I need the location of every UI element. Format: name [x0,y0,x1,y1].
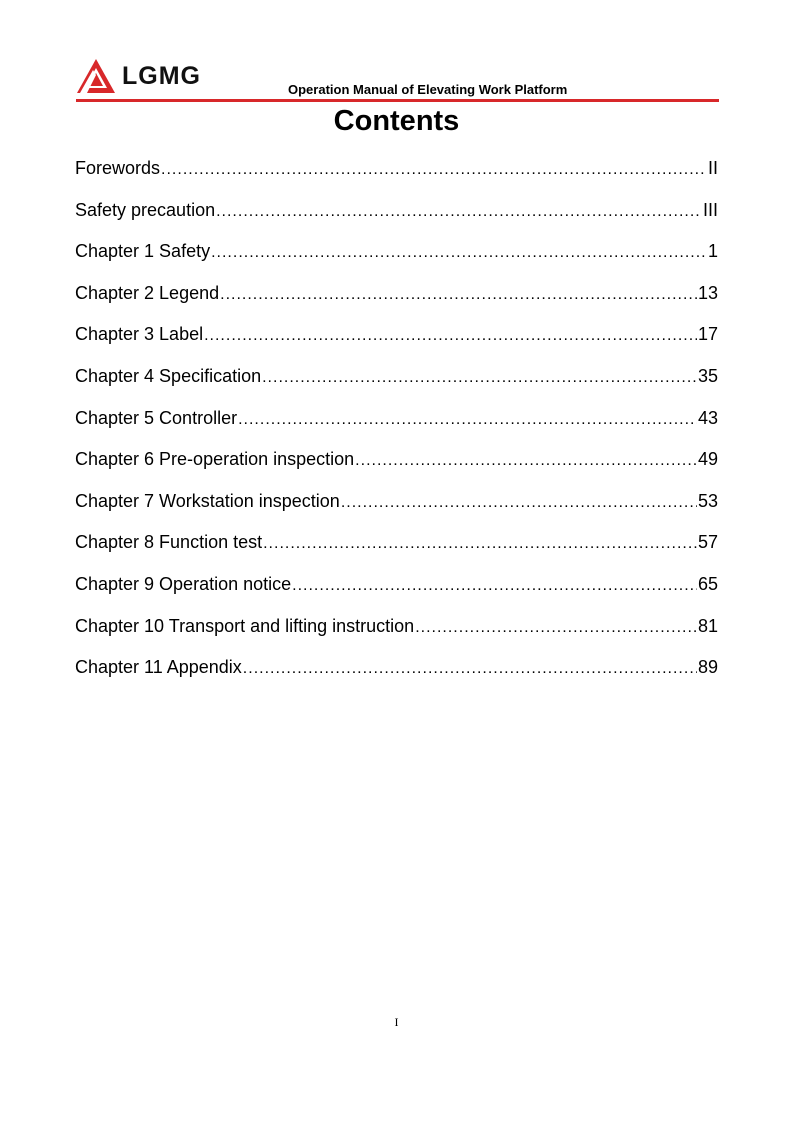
toc-entry-label: Chapter 1 Safety [75,241,211,262]
toc-entry-chapter-6[interactable] [75,444,718,486]
toc-dot-leader [243,654,697,684]
toc-dot-leader [355,446,697,476]
toc-page-number: 89 [697,657,718,678]
toc-entry-safety-precaution[interactable] [75,195,718,237]
toc-dot-leader [220,280,697,310]
lgmg-logo-icon [76,58,116,94]
toc-dot-leader [263,529,697,559]
toc-dot-leader [211,238,707,268]
toc-page-number: 65 [697,573,718,594]
toc-entry-chapter-1[interactable] [75,236,718,278]
toc-dot-leader [415,613,697,643]
toc-entry-label: Chapter 3 Label [75,324,204,345]
toc-entry-chapter-3[interactable] [75,319,718,361]
toc-page-number: 53 [697,490,718,511]
toc-entry-label: Chapter 9 Operation notice [75,573,292,594]
toc-page-number: 81 [697,615,718,636]
toc-entry-chapter-10[interactable] [75,611,718,653]
toc-page-number: 13 [697,282,718,303]
toc-entry-label: Chapter 10 Transport and lifting instruction [75,615,415,636]
table-of-contents [75,153,718,694]
toc-page-number: III [702,199,718,220]
toc-entry-label: Chapter 11 Appendix [75,657,242,678]
toc-entry-label: Chapter 4 Specification [75,365,262,386]
toc-dot-leader [238,405,697,435]
toc-entry-chapter-9[interactable] [75,569,718,611]
toc-entry-chapter-11[interactable] [75,652,718,694]
toc-page-number: II [707,158,718,178]
toc-dot-leader [292,571,697,601]
footer-page-number: I [394,1015,399,1029]
toc-entry-chapter-4[interactable] [75,361,718,403]
toc-entry-label: Chapter 5 Controller [75,407,238,428]
lgmg-logo [76,58,201,94]
toc-page-number: 35 [697,365,718,386]
toc-dot-leader [216,197,702,227]
toc-dot-leader [341,488,697,518]
toc-page-number: 43 [697,407,718,428]
toc-entry-chapter-5[interactable] [75,403,718,445]
toc-entry-chapter-7[interactable] [75,486,718,528]
toc-dot-leader [204,321,697,351]
toc-entry-label: Chapter 6 Pre-operation inspection [75,449,355,470]
toc-entry-label: Forewords [75,158,161,178]
toc-entry-chapter-8[interactable] [75,527,718,569]
toc-entry-label: Chapter 8 Function test [75,532,263,553]
toc-entry-label: Safety precaution [75,199,216,220]
manual-title: Operation Manual of Elevating Work Platform [288,82,568,97]
toc-page-number: 49 [697,449,718,470]
page-title: Contents [333,105,460,137]
toc-page-number: 57 [697,532,718,553]
toc-entry-label: Chapter 2 Legend [75,282,220,303]
toc-entry-chapter-2[interactable] [75,278,718,320]
header-divider [76,99,719,102]
toc-dot-leader [161,155,707,185]
toc-entry-forewords[interactable] [75,153,718,195]
toc-entry-label: Chapter 7 Workstation inspection [75,490,340,511]
toc-dot-leader [262,363,697,393]
toc-page-number: 17 [697,324,718,345]
toc-page-number: 1 [707,241,718,262]
page-header [76,54,719,104]
logo-text: LGMG [122,61,201,90]
